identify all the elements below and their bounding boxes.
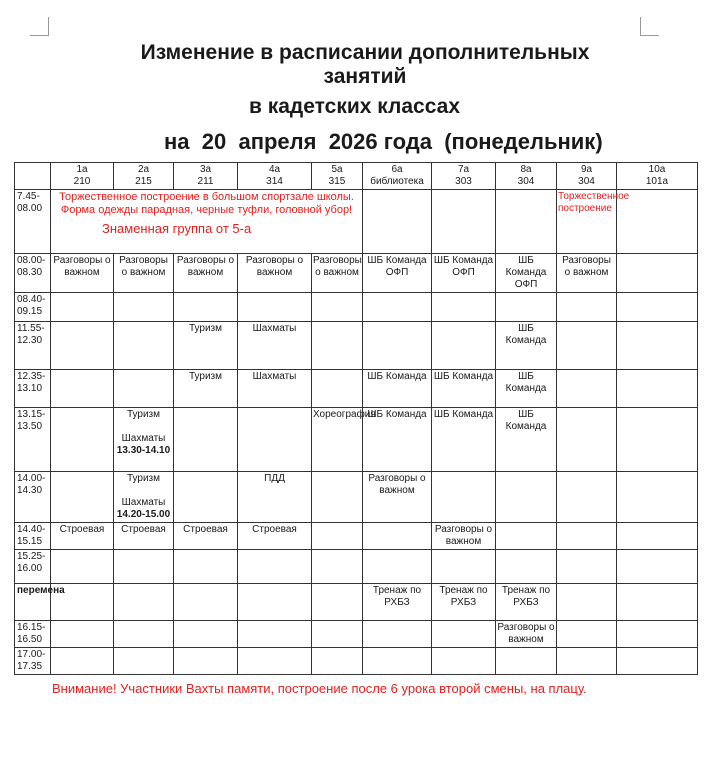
cell bbox=[174, 293, 238, 322]
cell bbox=[617, 584, 698, 621]
cell bbox=[51, 293, 114, 322]
cell bbox=[312, 293, 363, 322]
table-row bbox=[15, 621, 698, 648]
cell bbox=[238, 621, 312, 648]
table-row bbox=[15, 254, 698, 293]
cell bbox=[432, 648, 496, 675]
time-cell: 16.15-16.50 bbox=[15, 621, 51, 648]
time-cell: 08.00-08.30 bbox=[15, 254, 51, 293]
cell: ШБ Команда bbox=[496, 370, 557, 408]
cell bbox=[114, 550, 174, 584]
table-row bbox=[15, 523, 698, 550]
cell: ШБ Команда bbox=[363, 408, 432, 472]
cell bbox=[312, 322, 363, 370]
cell: Разговоры о важном bbox=[496, 621, 557, 648]
cell bbox=[114, 408, 174, 472]
activity-chess: Шахматы bbox=[121, 433, 166, 444]
table-row bbox=[15, 584, 698, 621]
cell: Строевая bbox=[174, 523, 238, 550]
cell bbox=[114, 370, 174, 408]
date-value: 20 апреля 2026 года bbox=[201, 129, 432, 154]
header-cell: 8а 304 bbox=[496, 163, 557, 190]
cell: ШБ Команда bbox=[432, 408, 496, 472]
cell bbox=[312, 621, 363, 648]
time-cell: 08.40-09.15 bbox=[15, 293, 51, 322]
crop-mark-left bbox=[30, 17, 49, 36]
cell: Хореография bbox=[312, 408, 363, 472]
cell bbox=[312, 550, 363, 584]
date-weekday: (понедельник) bbox=[444, 129, 603, 154]
cell: ПДД bbox=[238, 472, 312, 523]
cell bbox=[238, 648, 312, 675]
cell bbox=[174, 472, 238, 523]
table-row bbox=[15, 408, 698, 472]
header-cell: 10а 101а bbox=[617, 163, 698, 190]
cell: Туризм bbox=[174, 370, 238, 408]
header-cell: 4а 314 bbox=[238, 163, 312, 190]
time-cell: 11.55-12.30 bbox=[15, 322, 51, 370]
cell: Разговоры о важном bbox=[238, 254, 312, 293]
cell: ШБ Команда ОФП bbox=[363, 254, 432, 293]
attention-note: Внимание! Участники Вахты памяти, построение после 6 урока второй смены, на плацу. bbox=[52, 681, 587, 696]
crop-mark-right bbox=[640, 17, 659, 36]
header-cell: 3а 211 bbox=[174, 163, 238, 190]
cell: ШБ Команда bbox=[496, 408, 557, 472]
time-cell: 15.25-16.00 bbox=[15, 550, 51, 584]
cell bbox=[363, 190, 432, 254]
cell bbox=[114, 322, 174, 370]
cell: ШБ Команда bbox=[363, 370, 432, 408]
cell bbox=[432, 293, 496, 322]
cell bbox=[238, 584, 312, 621]
cell bbox=[432, 322, 496, 370]
cell bbox=[312, 584, 363, 621]
cell bbox=[432, 190, 496, 254]
cell: Разговоры о важном bbox=[557, 254, 617, 293]
cell bbox=[238, 293, 312, 322]
cell bbox=[114, 293, 174, 322]
cell bbox=[496, 523, 557, 550]
activity-chess: Шахматы bbox=[121, 497, 166, 508]
cell-9a: Торжественное построение bbox=[557, 190, 617, 254]
cell bbox=[51, 322, 114, 370]
cell bbox=[496, 190, 557, 254]
cell bbox=[238, 408, 312, 472]
cell: Разговоры о важном bbox=[51, 254, 114, 293]
cell: Разговоры о важном bbox=[432, 523, 496, 550]
cell: Строевая bbox=[51, 523, 114, 550]
cell bbox=[312, 370, 363, 408]
cell bbox=[557, 408, 617, 472]
time-cell: 14.00-14.30 bbox=[15, 472, 51, 523]
table-row bbox=[15, 648, 698, 675]
cell bbox=[363, 648, 432, 675]
header-cell: 6а библиотека bbox=[363, 163, 432, 190]
activity-time: 13.30-14.10 bbox=[116, 445, 171, 456]
cell bbox=[51, 648, 114, 675]
cell bbox=[617, 472, 698, 523]
cell bbox=[496, 472, 557, 523]
time-cell: 17.00-17.35 bbox=[15, 648, 51, 675]
cell bbox=[363, 621, 432, 648]
cell bbox=[114, 648, 174, 675]
ceremony-cell bbox=[51, 190, 363, 254]
header-time-cell bbox=[15, 163, 51, 190]
time-cell: 13.15-13.50 bbox=[15, 408, 51, 472]
cell: Шахматы bbox=[238, 370, 312, 408]
cell bbox=[617, 523, 698, 550]
cell bbox=[557, 648, 617, 675]
activity-tourism: Туризм bbox=[126, 473, 161, 484]
cell bbox=[312, 472, 363, 523]
cell bbox=[114, 584, 174, 621]
cell bbox=[174, 648, 238, 675]
document-title: Изменение в расписании дополнительных bbox=[140, 41, 590, 64]
cell bbox=[617, 648, 698, 675]
time-cell: 7.45-08.00 bbox=[15, 190, 51, 254]
cell bbox=[363, 550, 432, 584]
cell: Разговоры о важном bbox=[174, 254, 238, 293]
header-cell: 9а 304 bbox=[557, 163, 617, 190]
table-row bbox=[15, 322, 698, 370]
cell: Тренаж по РХБЗ bbox=[432, 584, 496, 621]
cell bbox=[617, 370, 698, 408]
cell: Разговоры о важном bbox=[312, 254, 363, 293]
activity-time: 14.20-15.00 bbox=[116, 509, 171, 520]
header-cell: 5а 315 bbox=[312, 163, 363, 190]
header-cell: 7а 303 bbox=[432, 163, 496, 190]
cell bbox=[51, 472, 114, 523]
cell bbox=[363, 322, 432, 370]
document-title-line2: занятий bbox=[323, 65, 407, 88]
cell: Шахматы bbox=[238, 322, 312, 370]
activity-tourism: Туризм bbox=[126, 409, 161, 420]
cell bbox=[617, 621, 698, 648]
cell bbox=[51, 370, 114, 408]
cell bbox=[432, 550, 496, 584]
header-cell: 2а 215 bbox=[114, 163, 174, 190]
cell bbox=[51, 550, 114, 584]
date-prefix: на bbox=[164, 129, 190, 154]
cell: Строевая bbox=[238, 523, 312, 550]
table-row bbox=[15, 472, 698, 523]
cell: Тренаж по РХБЗ bbox=[363, 584, 432, 621]
cell: ШБ Команда bbox=[432, 370, 496, 408]
cell bbox=[617, 550, 698, 584]
cell bbox=[617, 408, 698, 472]
header-cell: 1а 210 bbox=[51, 163, 114, 190]
cell bbox=[557, 293, 617, 322]
cell bbox=[557, 370, 617, 408]
cell bbox=[617, 322, 698, 370]
cell bbox=[496, 293, 557, 322]
cell bbox=[114, 472, 174, 523]
cell bbox=[557, 550, 617, 584]
cell bbox=[51, 621, 114, 648]
cell: Строевая bbox=[114, 523, 174, 550]
cell bbox=[238, 550, 312, 584]
cell bbox=[432, 621, 496, 648]
document-subtitle: в кадетских классах bbox=[248, 95, 461, 118]
cell bbox=[174, 621, 238, 648]
cell bbox=[432, 472, 496, 523]
table-header-row bbox=[15, 163, 698, 190]
cell bbox=[557, 621, 617, 648]
cell: Туризм bbox=[174, 322, 238, 370]
table-row bbox=[15, 190, 698, 254]
cell bbox=[174, 408, 238, 472]
cell bbox=[312, 648, 363, 675]
time-cell: 14.40-15.15 bbox=[15, 523, 51, 550]
ceremony-text: Торжественное построение в большом спортзале школы. Форма одежды парадная, черные туфли, головной убор! bbox=[59, 191, 354, 216]
banner-group-text: Знаменная группа от 5-а bbox=[102, 221, 252, 236]
cell bbox=[557, 472, 617, 523]
cell bbox=[174, 584, 238, 621]
cell bbox=[51, 408, 114, 472]
cell bbox=[496, 550, 557, 584]
time-cell: перемена bbox=[15, 584, 51, 621]
cell bbox=[174, 550, 238, 584]
cell bbox=[312, 523, 363, 550]
table-row bbox=[15, 550, 698, 584]
cell: ШБ Команда ОФП bbox=[432, 254, 496, 293]
table-row bbox=[15, 293, 698, 322]
cell: Разговоры о важном bbox=[114, 254, 174, 293]
cell bbox=[363, 523, 432, 550]
cell bbox=[363, 293, 432, 322]
cell: Разговоры о важном bbox=[363, 472, 432, 523]
cell bbox=[617, 254, 698, 293]
cell bbox=[617, 293, 698, 322]
table-row bbox=[15, 370, 698, 408]
cell bbox=[114, 621, 174, 648]
cell bbox=[496, 648, 557, 675]
time-cell: 12.35-13.10 bbox=[15, 370, 51, 408]
schedule-date bbox=[164, 128, 603, 156]
schedule-table bbox=[14, 162, 698, 675]
cell: ШБ Команда bbox=[496, 322, 557, 370]
cell bbox=[557, 322, 617, 370]
cell bbox=[557, 584, 617, 621]
cell bbox=[557, 523, 617, 550]
cell: Тренаж по РХБЗ bbox=[496, 584, 557, 621]
cell: ШБ Команда ОФП bbox=[496, 254, 557, 293]
